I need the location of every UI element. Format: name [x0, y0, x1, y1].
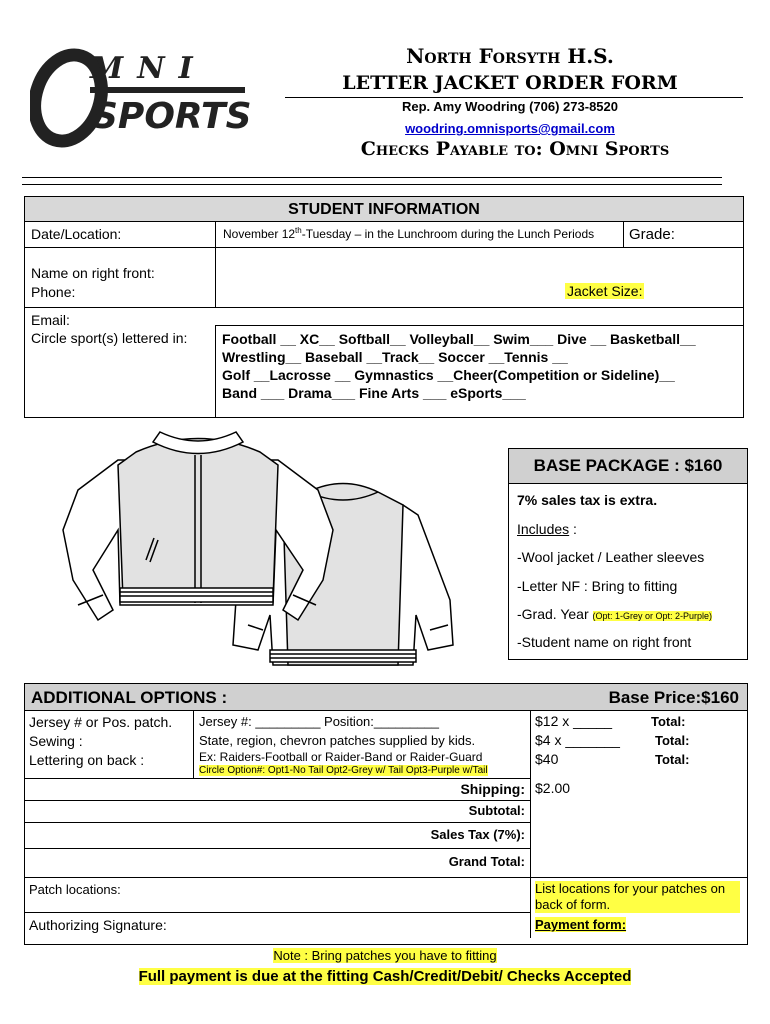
- patches-note: Note : Bring patches you have to fitting: [273, 948, 497, 963]
- logo-text-top: MNI: [90, 51, 207, 86]
- additional-options-box: [24, 683, 748, 945]
- sports-label: Circle sport(s) lettered in:: [31, 330, 188, 346]
- grade-input[interactable]: [683, 225, 737, 243]
- school-name: North Forsyth H.S.: [406, 44, 614, 68]
- rule-bottom: [22, 184, 722, 185]
- jersey-price[interactable]: $12 x _____: [535, 713, 613, 729]
- jacket-illustration: [58, 420, 498, 670]
- jersey-patch-label: Jersey # or Pos. patch.: [29, 714, 173, 730]
- base-package-box: [508, 448, 748, 660]
- jacket-front: [63, 432, 333, 620]
- date-location-label: Date/Location:: [31, 226, 122, 242]
- rep-contact: Rep. Amy Woodring (706) 273-8520: [401, 99, 618, 114]
- student-information-heading: STUDENT INFORMATION: [25, 197, 743, 222]
- lettering-description: Ex: Raiders-Football or Raider-Band or Raider-Guard: [199, 750, 483, 764]
- sewing-total-label: Total:: [655, 733, 690, 748]
- full-payment-note: Full payment is due at the fitting Cash/Credit/Debit/ Checks Accepted: [138, 968, 632, 985]
- checks-payable: Checks Payable to: Omni Sports: [360, 138, 670, 160]
- lettering-label: Lettering on back :: [29, 752, 145, 768]
- include-item: -Letter NF : Bring to fitting: [517, 578, 678, 594]
- base-package-heading: BASE PACKAGE : $160: [509, 449, 747, 484]
- rule-top: [22, 177, 722, 178]
- authorizing-signature-label: Authorizing Signature:: [29, 917, 167, 933]
- patch-locations-note: List locations for your patches on back of form.: [535, 881, 740, 913]
- include-item: -Student name on right front: [517, 634, 692, 650]
- form-title: LETTER JACKET ORDER FORM: [342, 72, 678, 94]
- sewing-price[interactable]: $4 x _______: [535, 732, 620, 748]
- sports-line[interactable]: Band ___ Drama___ Fine Arts ___ eSports___: [222, 385, 526, 401]
- omni-sports-logo: [30, 48, 255, 148]
- additional-options-header: [25, 684, 747, 711]
- header-divider: [285, 97, 743, 98]
- sewing-description: State, region, chevron patches supplied by kids.: [199, 733, 476, 748]
- shipping-label: Shipping:: [460, 781, 525, 797]
- sewing-label: Sewing :: [29, 733, 83, 749]
- logo-text-bottom: SPORTS: [92, 96, 252, 137]
- additional-options-heading: ADDITIONAL OPTIONS :: [31, 688, 228, 707]
- shipping-value: $2.00: [535, 780, 571, 796]
- student-information-box: [24, 196, 744, 418]
- circle-option[interactable]: Circle Option#: Opt1-No Tail Opt2-Grey w/ Tail Opt3-Purple w/Tail: [199, 765, 488, 776]
- sports-line[interactable]: Golf __Lacrosse __ Gymnastics __Cheer(Competition or Sideline)__: [222, 367, 675, 383]
- grade-label: Grade:: [629, 226, 675, 243]
- sports-list: [222, 330, 696, 402]
- lettering-price: $40: [535, 751, 559, 767]
- includes-label: Includes :: [517, 521, 577, 537]
- subtotal-label: Subtotal:: [468, 803, 525, 818]
- jersey-position-field[interactable]: Jersey #: _________ Position:_________: [199, 714, 439, 729]
- payment-form-label: Payment form:: [535, 917, 627, 932]
- sales-tax-label: Sales Tax (7%):: [430, 827, 525, 842]
- sports-line[interactable]: Football __ XC__ Softball__ Volleyball__ Swim___ Dive __ Basketball__: [222, 331, 696, 347]
- include-item: -Wool jacket / Leather sleeves: [517, 549, 705, 565]
- phone-label: Phone:: [31, 284, 76, 300]
- email-label: Email:: [31, 312, 70, 328]
- jacket-size-label: Jacket Size:: [567, 283, 643, 299]
- sports-line[interactable]: Wrestling__ Baseball __Track__ Soccer __Tennis __: [222, 349, 568, 365]
- rep-email-link[interactable]: woodring.omnisports@gmail.com: [405, 121, 615, 136]
- base-price: Base Price:$160: [608, 688, 739, 707]
- patch-locations-label: Patch locations:: [29, 882, 121, 897]
- lettering-total-label: Total:: [655, 752, 690, 767]
- sales-tax-note: 7% sales tax is extra.: [517, 492, 658, 508]
- date-location-value: November 12th-Tuesday – in the Lunchroom during the Lunch Periods: [223, 226, 595, 241]
- include-item: -Grad. Year (Opt: 1-Grey or Opt: 2-Purple): [517, 606, 713, 622]
- jersey-total-label: Total:: [651, 714, 686, 729]
- grand-total-label: Grand Total:: [448, 854, 525, 869]
- name-right-front-label: Name on right front:: [31, 265, 155, 281]
